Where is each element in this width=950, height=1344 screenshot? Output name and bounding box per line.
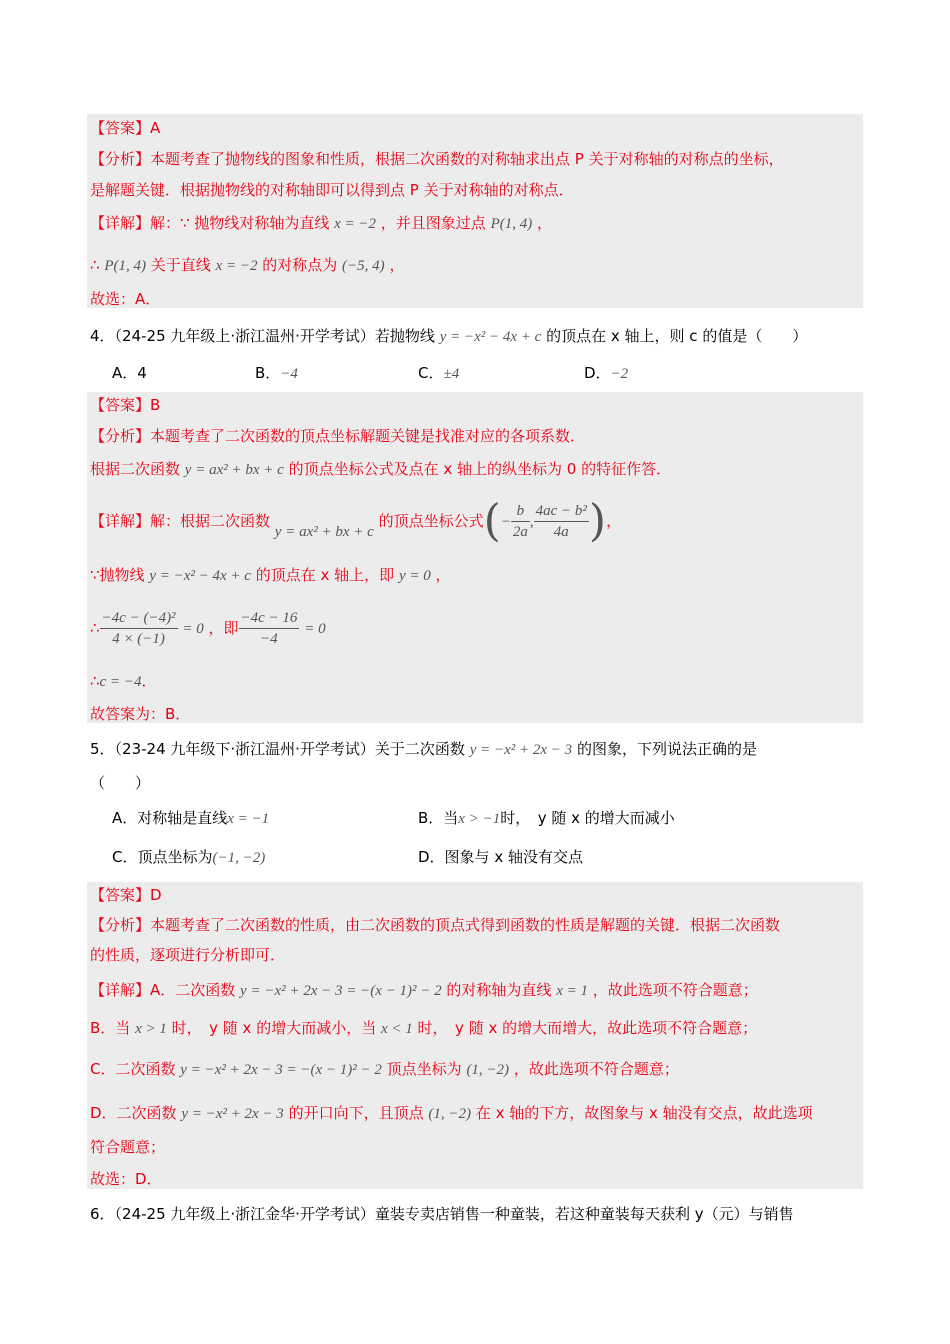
math-expression: y = −x² + 2x − 3 = −(x − 1)² − 2 [240,983,442,999]
detail-line [90,497,621,547]
analysis-text: 【分析】本题考查了抛物线的图象和性质，根据二次函数的对称轴求出点 P 关于对称轴的对称点的坐标， [90,150,784,168]
detail-text: ∵抛物线 [90,566,145,584]
detail-text: ， [389,256,405,274]
detail-text: ， [435,566,451,584]
math-expression: y = −x² + 2x − 3 [181,1106,284,1122]
fraction-denominator: 2a [512,524,528,540]
option-text: B．当 [418,809,459,827]
math-expression: y = −x² + 2x − 3 [469,742,573,758]
math-expression: (1, −2) [428,1106,472,1122]
detail-text: ，故此选项不符合题意； [592,981,758,999]
math-expression: x > −1 [458,811,501,827]
detail-text: 时， y 随 x 的增大而增大，故此选项不符合题意； [417,1019,758,1037]
therefore-symbol: ∴ [90,672,100,690]
detail-text: D．二次函数 [90,1104,177,1122]
fraction-numerator: −4c − 16 [239,608,300,629]
detail-text: 【详解】解：∵ 抛物线对称轴为直线 [90,214,330,232]
detail-text: 关于直线 [150,256,211,274]
math-expression: y = −x² − 4x + c [149,568,251,584]
analysis-line [90,458,671,481]
option-d [584,362,628,385]
detail-line [90,1102,813,1125]
math-expression: P(1, 4) [490,216,533,232]
fraction [511,501,530,542]
math-expression: x > 1 [135,1021,167,1037]
question-text: 的顶点在 x 轴上，则 c 的值是（ ） [546,327,808,345]
math-expression: y = −x² + 2x − 3 = −(x − 1)² − 2 [180,1062,382,1078]
option-b [418,807,675,830]
detail-text: 在 x 轴的下方，故图象与 x 轴没有交点，故此选项 [475,1104,813,1122]
detail-text: 符合题意； [90,1138,166,1156]
detail-text: ，故此选项不符合题意； [513,1060,679,1078]
fraction-denominator: −4 [260,631,278,647]
detail-line [90,254,404,277]
detail-text: B．当 [90,1019,131,1037]
therefore-symbol: ∴ [90,256,100,274]
math-expression: (1, −2) [466,1062,510,1078]
detail-text: 的开口向下，且顶点 [288,1104,424,1122]
math-expression: P(1, 4) [104,258,146,274]
detail-text: 的顶点在 x 轴上，即 [255,566,395,584]
detail-line [90,604,326,654]
math-expression: (−1, −2) [212,850,266,866]
analysis-text: 【分析】本题考查了二次函数的顶点坐标解题关键是找准对应的各项系数． [90,427,586,445]
comma: , [529,514,534,530]
option-text: C．顶点坐标为 [112,848,213,866]
math-expression: x = 1 [556,983,588,999]
fraction-numerator: 4ac − b² [534,501,589,522]
fraction-denominator: 4a [553,524,569,540]
option-text: 时， y 随 x 的增大而减小 [500,809,675,827]
question-text: 4．（24-25 九年级上·浙江温州·开学考试）若抛物线 [90,327,435,345]
detail-text: ， [537,214,553,232]
detail-text: 的对称轴为直线 [446,981,552,999]
math-expression: c = −4 [99,674,142,690]
detail-text: 的顶点坐标公式 [378,512,484,530]
detail-line [90,979,758,1002]
question-stem [90,325,807,348]
fraction-numerator: −4c − (−4)² [100,608,178,629]
math-expression: y = ax² + bx + c [184,462,284,478]
analysis-text: 的顶点坐标公式及点在 x 轴上的纵坐标为 0 的特征作答． [288,460,672,478]
therefore-symbol: ∴ [90,619,100,637]
fraction [239,608,300,649]
option-text: A．对称轴是直线 [112,809,228,827]
detail-text: 【详解】A．二次函数 [90,981,236,999]
fraction-numerator: b [511,501,530,522]
detail-line [90,212,552,235]
math-expression: y = −x² − 4x + c [439,329,542,345]
option-label: D． [584,364,611,382]
question-stem [90,738,757,761]
fraction [100,608,178,649]
answer-label: 【答案】D [90,886,162,904]
option-c [418,362,459,385]
final-answer: 故答案为：B． [90,705,191,723]
answer-paren: （ ） [90,774,151,792]
final-answer: 故选：D． [90,1170,162,1188]
math-expression: y = 0 [398,568,431,584]
answer-label: 【答案】A [90,119,161,137]
detail-text: ，并且图象过点 [380,214,486,232]
math-expression: −2 [610,366,629,382]
detail-line [90,670,156,693]
math-expression: −4 [280,366,298,382]
detail-text: C．二次函数 [90,1060,176,1078]
math-expression: x = −1 [227,811,270,827]
math-expression: (−5, 4) [342,258,385,274]
option-label: B． [255,364,281,382]
answer-box-q3 [87,114,863,308]
math-expression: x = −2 [215,258,258,274]
fraction [534,501,589,542]
detail-text: ， [606,512,622,530]
math-expression: x < 1 [380,1021,413,1037]
option-d: D．图象与 x 轴没有交点 [418,848,583,866]
answer-label: 【答案】B [90,396,161,414]
math-expression: ±4 [443,366,460,382]
analysis-text: 【分析】本题考查了二次函数的性质，由二次函数的顶点式得到函数的性质是解题的关键．根据二次函数 [90,916,781,934]
detail-text: ． [141,672,157,690]
detail-line [90,1017,757,1040]
option-a: A．4 [112,364,147,382]
analysis-text: 的性质，逐项进行分析即可． [90,946,286,964]
question-text: 5．（23-24 九年级下·浙江温州·开学考试）关于二次函数 [90,740,465,758]
detail-line [90,1058,679,1081]
detail-text: 的对称点为 [262,256,338,274]
option-c [112,846,265,869]
analysis-text: 是解题关键．根据抛物线的对称轴即可以得到点 P 关于对称轴的对称点． [90,181,574,199]
detail-text: 时， y 随 x 的增大而减小，当 [171,1019,377,1037]
math-expression: = 0 [182,621,204,637]
math-expression: = 0 [304,621,326,637]
left-paren: ( [483,495,501,547]
option-a [112,807,269,830]
right-paren: ) [588,495,607,547]
minus-sign: − [500,514,511,530]
fraction-denominator: 4 × (−1) [112,631,165,647]
detail-text: 顶点坐标为 [386,1060,462,1078]
math-expression: y = ax² + bx + c [274,524,374,540]
question-stem: 6．（24-25 九年级上·浙江金华·开学考试）童装专卖店销售一种童装，若这种童装每天获利 y（元）与销售 [90,1205,794,1223]
detail-text: 【详解】解：根据二次函数 [90,512,271,530]
question-text: 的图象，下列说法正确的是 [576,740,757,758]
option-label: C． [418,364,444,382]
math-expression: x = −2 [334,216,377,232]
option-b [255,362,298,385]
final-answer: 故选：A． [90,290,161,308]
detail-text: ，即 [208,619,239,637]
detail-line [90,564,451,587]
analysis-text: 根据二次函数 [90,460,181,478]
